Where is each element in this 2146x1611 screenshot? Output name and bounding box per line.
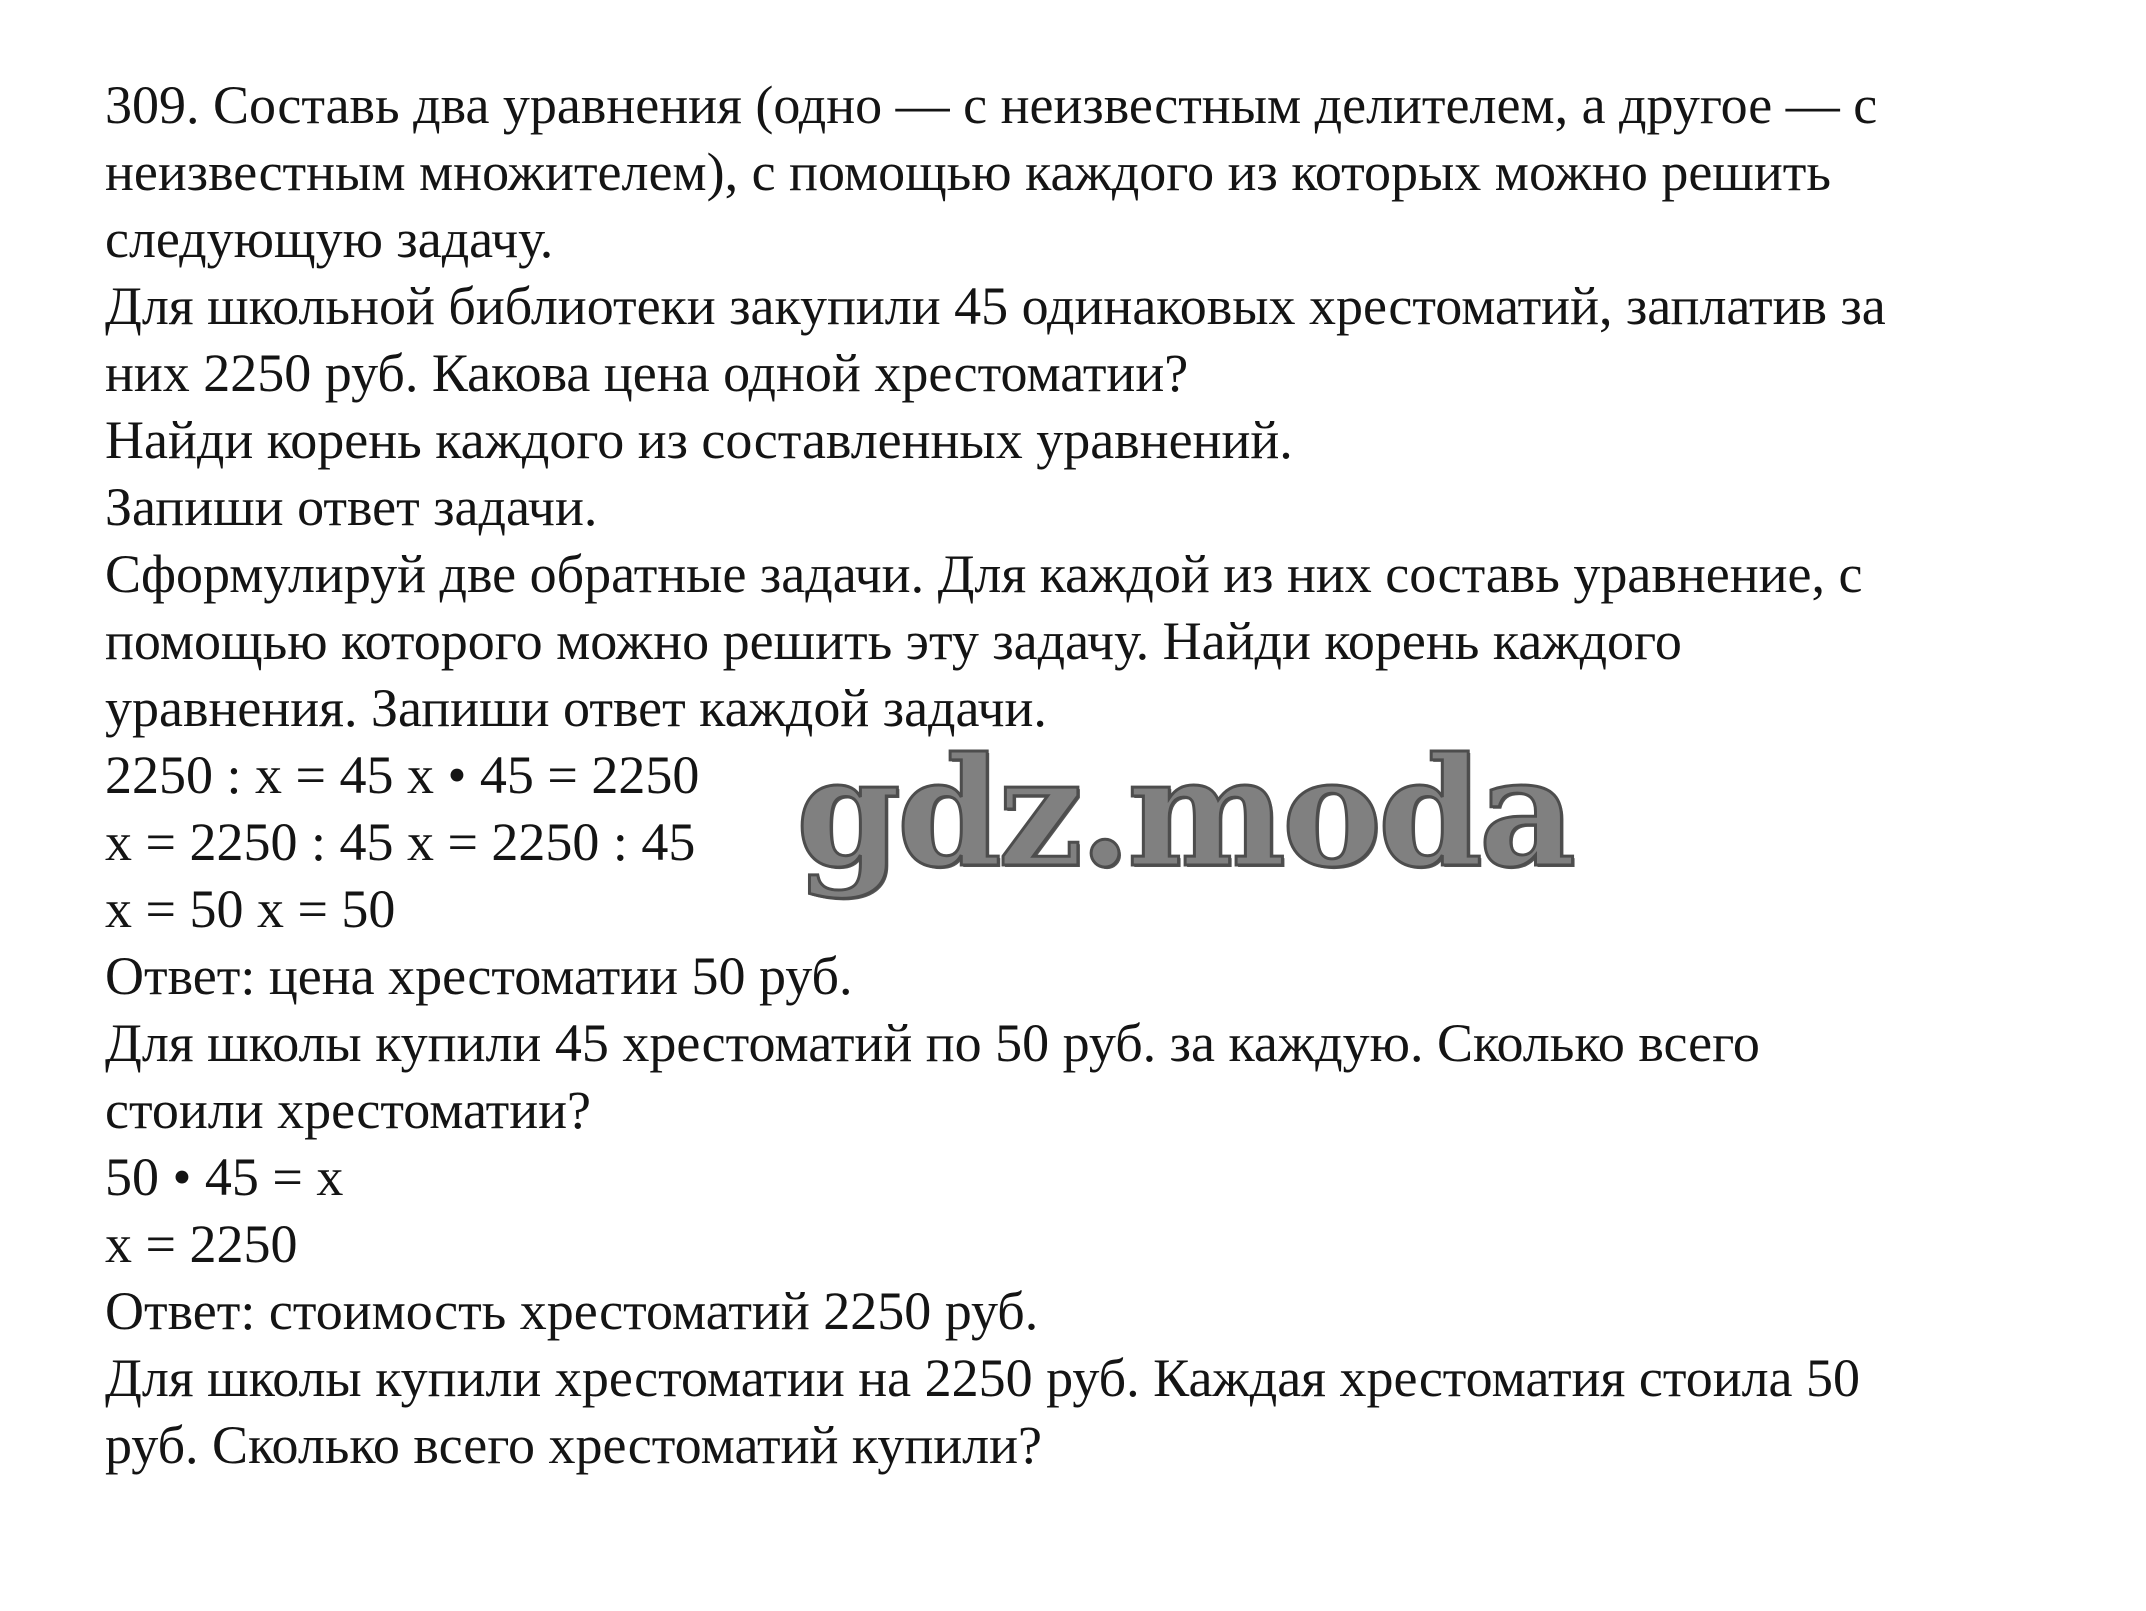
- inverse-problem-line: Для школы купили 45 хрестоматий по 50 руб. за каждую. Сколько всего: [105, 1013, 1760, 1073]
- instruction-line: Найди корень каждого из составленных уравнений.: [105, 410, 1293, 470]
- task-heading-line: 309. Составь два уравнения (одно — с неизвестным делителем, а другое — с: [105, 75, 1878, 135]
- inverse-problem-line: стоили хрестоматии?: [105, 1080, 591, 1140]
- problem-text-line: них 2250 руб. Какова цена одной хрестоматии?: [105, 343, 1189, 403]
- equation-line: 50 • 45 = x: [105, 1147, 344, 1207]
- problem-text-line: Для школьной библиотеки закупили 45 одинаковых хрестоматий, заплатив за: [105, 276, 1886, 336]
- inverse-problem-line: Для школы купили хрестоматии на 2250 руб. Каждая хрестоматия стоила 50: [105, 1348, 1861, 1408]
- inverse-problem-line: руб. Сколько всего хрестоматий купили?: [105, 1415, 1042, 1475]
- equation-line: 2250 : x = 45 x • 45 = 2250: [105, 745, 700, 805]
- instruction-line: уравнения. Запиши ответ каждой задачи.: [105, 678, 1047, 738]
- equation-line: x = 50 x = 50: [105, 879, 396, 939]
- watermark-logo: gdz.moda: [796, 725, 1573, 901]
- task-text-line: следующую задачу.: [105, 209, 554, 269]
- instruction-line: Сформулируй две обратные задачи. Для каждой из них составь уравнение, с: [105, 544, 1863, 604]
- answer-line: Ответ: стоимость хрестоматий 2250 руб.: [105, 1281, 1039, 1341]
- equation-line: x = 2250: [105, 1214, 298, 1274]
- task-text-line: неизвестным множителем), с помощью каждого из которых можно решить: [105, 142, 1831, 202]
- instruction-line: помощью которого можно решить эту задачу. Найди корень каждого: [105, 611, 1682, 671]
- equation-line: x = 2250 : 45 x = 2250 : 45: [105, 812, 696, 872]
- answer-line: Ответ: цена хрестоматии 50 руб.: [105, 946, 853, 1006]
- instruction-line: Запиши ответ задачи.: [105, 477, 598, 537]
